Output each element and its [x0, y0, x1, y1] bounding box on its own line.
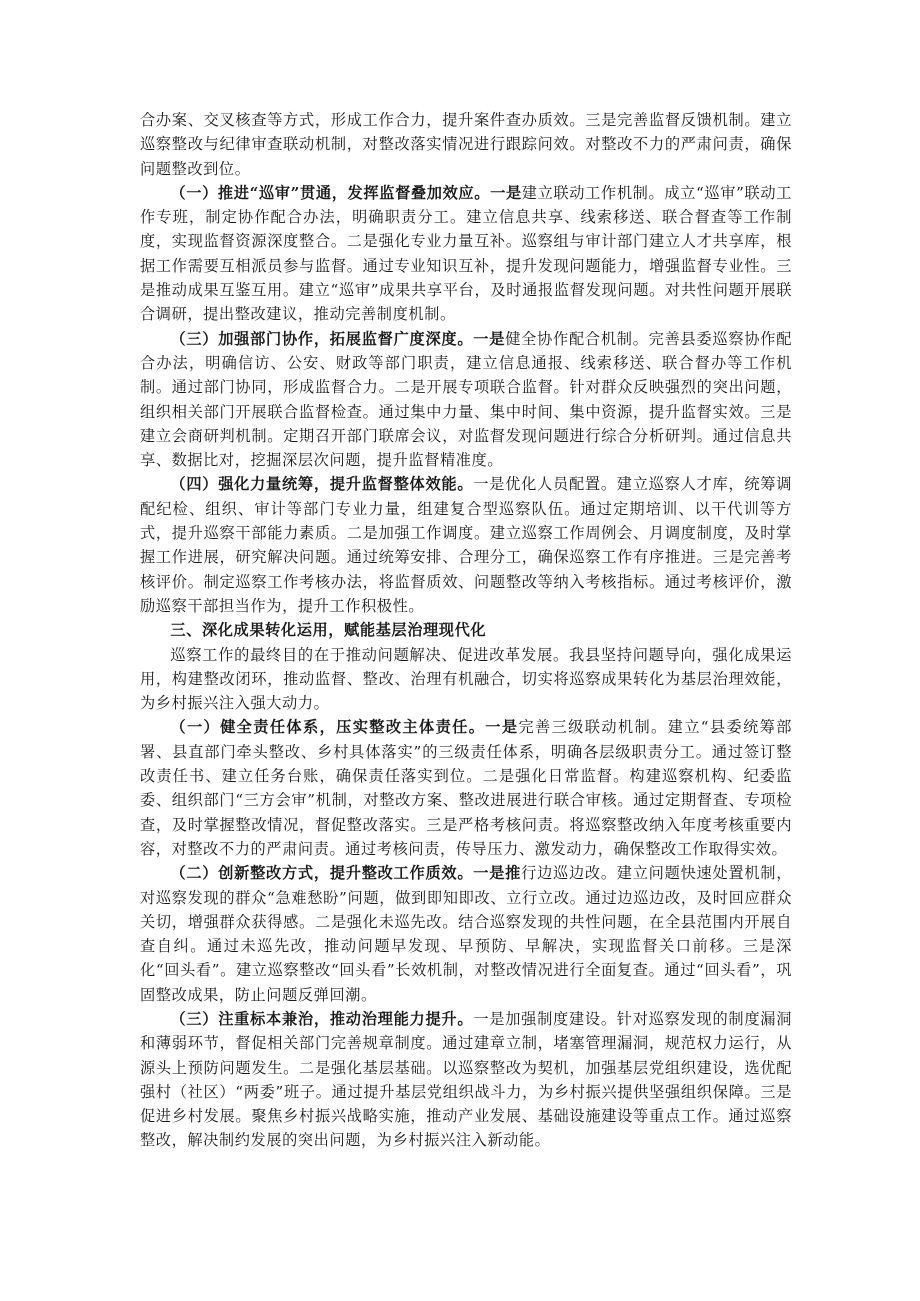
heading-text: 三、深化成果转化运用，赋能基层治理现代化: [170, 621, 487, 640]
paragraph-3: [140, 472, 792, 618]
paragraph-body: 一是加强制度建设。针对巡察发现的制度漏洞和薄弱环节，督促相关部门完善规章制度。通过建章立制，堵塞管理漏洞，规范权力运行，从源头上预防问题发生。二是强化基层基础。以巡察整改为契机，加强基层党组织建设，选优配强村（社区）“两委”班子。通过提升基层党组织战斗力，为乡村振兴提供坚强组织保障。三是促进乡村发展。聚焦乡村振兴战略实施，推动产业发展、基础设施建设等重点工作。通过巡察整改，解决制约发展的突出问题，为乡村振兴注入新动能。: [140, 1009, 793, 1150]
paragraph-body: 一是优化人员配置。建立巡察人才库，统筹调配纪检、组织、审计等部门专业力量，组建复合型巡察队伍。通过定期培训、以干代训等方式，提升巡察干部能力素质。二是加强工作调度。建立巡察工作周例会、月调度制度，及时掌握工作进展，研究解决问题。通过统筹安排、合理分工，确保巡察工作有序推进。三是完善考核评价。制定巡察工作考核办法，将监督质效、问题整改等纳入考核指标。通过考核评价，激励巡察干部担当作为，提升工作积极性。: [140, 475, 793, 615]
paragraph-2: [140, 327, 792, 473]
document-body: [140, 108, 792, 1153]
paragraph-lead: （一）推进“巡审”贯通，发挥监督叠加效应。一是: [170, 183, 522, 202]
paragraph-lead: （三）加强部门协作，拓展监督广度深度。一是: [170, 329, 506, 348]
paragraph-body: 合办案、交叉核查等方式，形成工作合力，提升案件查办质效。三是完善监督反馈机制。建立巡察整改与纪律审查联动机制，对整改落实情况进行跟踪问效。对整改不力的严肃问责，确保问题整改到位。: [140, 111, 792, 178]
paragraph-body: 完善三级联动机制。建立“县委统筹部署、县直部门牵头整改、乡村具体落实”的三级责任体系，明确各层级职责分工。通过签订整改责任书、建立任务台账，确保责任落实到位。二是强化日常监督。构建巡察机构、纪委监委、组织部门“三方会审”机制，对整改方案、整改进展进行联合审核。通过定期督查、专项检查，及时掌握整改情况，督促整改落实。三是严格考核问责。将巡察整改纳入年度考核重要内容，对整改不力的严肃问责。通过考核问责，传导压力、激发动力，确保整改工作取得实效。: [140, 718, 792, 858]
paragraph-body: 行边巡边改。建立问题快速处置机制，对巡察发现的群众“急难愁盼”问题，做到即知即改、立行立改。通过边巡边改，及时回应群众关切，增强群众获得感。二是强化未巡先改。结合巡察发现的共性问题，在全县范围内开展自查自纠。通过未巡先改，推动问题早发现、早预防、早解决，实现监督关口前移。三是深化“回头看”。建立巡察整改“回头看”长效机制，对整改情况进行全面复查。通过“回头看”，巩固整改成果，防止问题反弹回潮。: [140, 864, 793, 1004]
paragraph-lead: （三）注重标本兼治，推动治理能力提升。: [170, 1009, 474, 1028]
paragraph-6: [140, 715, 792, 861]
paragraph-lead: （一）健全责任体系，压实整改主体责任。一是: [170, 718, 519, 737]
paragraph-0: [140, 108, 792, 181]
paragraph-body: 健全协作配合机制。完善县委巡察协作配合办法，明确信访、公安、财政等部门职责，建立信息通报、线索移送、联合督办等工作机制。通过部门协同，形成监督合力。二是开展专项联合监督。针对群众反映强烈的突出问题，组织相关部门开展联合监督检查。通过集中力量、集中时间、集中资源，提升监督实效。三是建立会商研判机制。定期召开部门联席会议，对监督发现问题进行综合分析研判。通过信息共享、数据比对，挖掘深层次问题，提升监督精准度。: [140, 329, 792, 470]
paragraph-lead: （二）创新整改方式，提升整改工作质效。一是推: [170, 864, 522, 883]
paragraph-lead: （四）强化力量统筹，提升监督整体效能。: [170, 475, 474, 494]
paragraph-body: 建立联动工作机制。成立“巡审”联动工作专班，制定协作配合办法，明确职责分工。建立信息共享、线索移送、联合督查等工作制度，实现监督资源深度整合。二是强化专业力量互补。巡察组与审计部门建立人才共享库，根据工作需要互相派员参与监督。通过专业知识互补，提升发现问题能力，增强监督专业性。三是推动成果互鉴互用。建立“巡审”成果共享平台，及时通报监督发现问题。对共性问题开展联合调研，提出整改建议，推动完善制度机制。: [140, 183, 792, 324]
section-heading: [140, 618, 792, 642]
paragraph-7: [140, 861, 792, 1007]
paragraph-5: [140, 643, 792, 716]
paragraph-body: 巡察工作的最终目的在于推动问题解决、促进改革发展。我县坚持问题导向，强化成果运用，构建整改闭环，推动监督、整改、治理有机融合，切实将巡察成果转化为基层治理效能，为乡村振兴注入强大动力。: [140, 645, 792, 713]
paragraph-1: [140, 181, 792, 327]
paragraph-8: [140, 1007, 792, 1153]
